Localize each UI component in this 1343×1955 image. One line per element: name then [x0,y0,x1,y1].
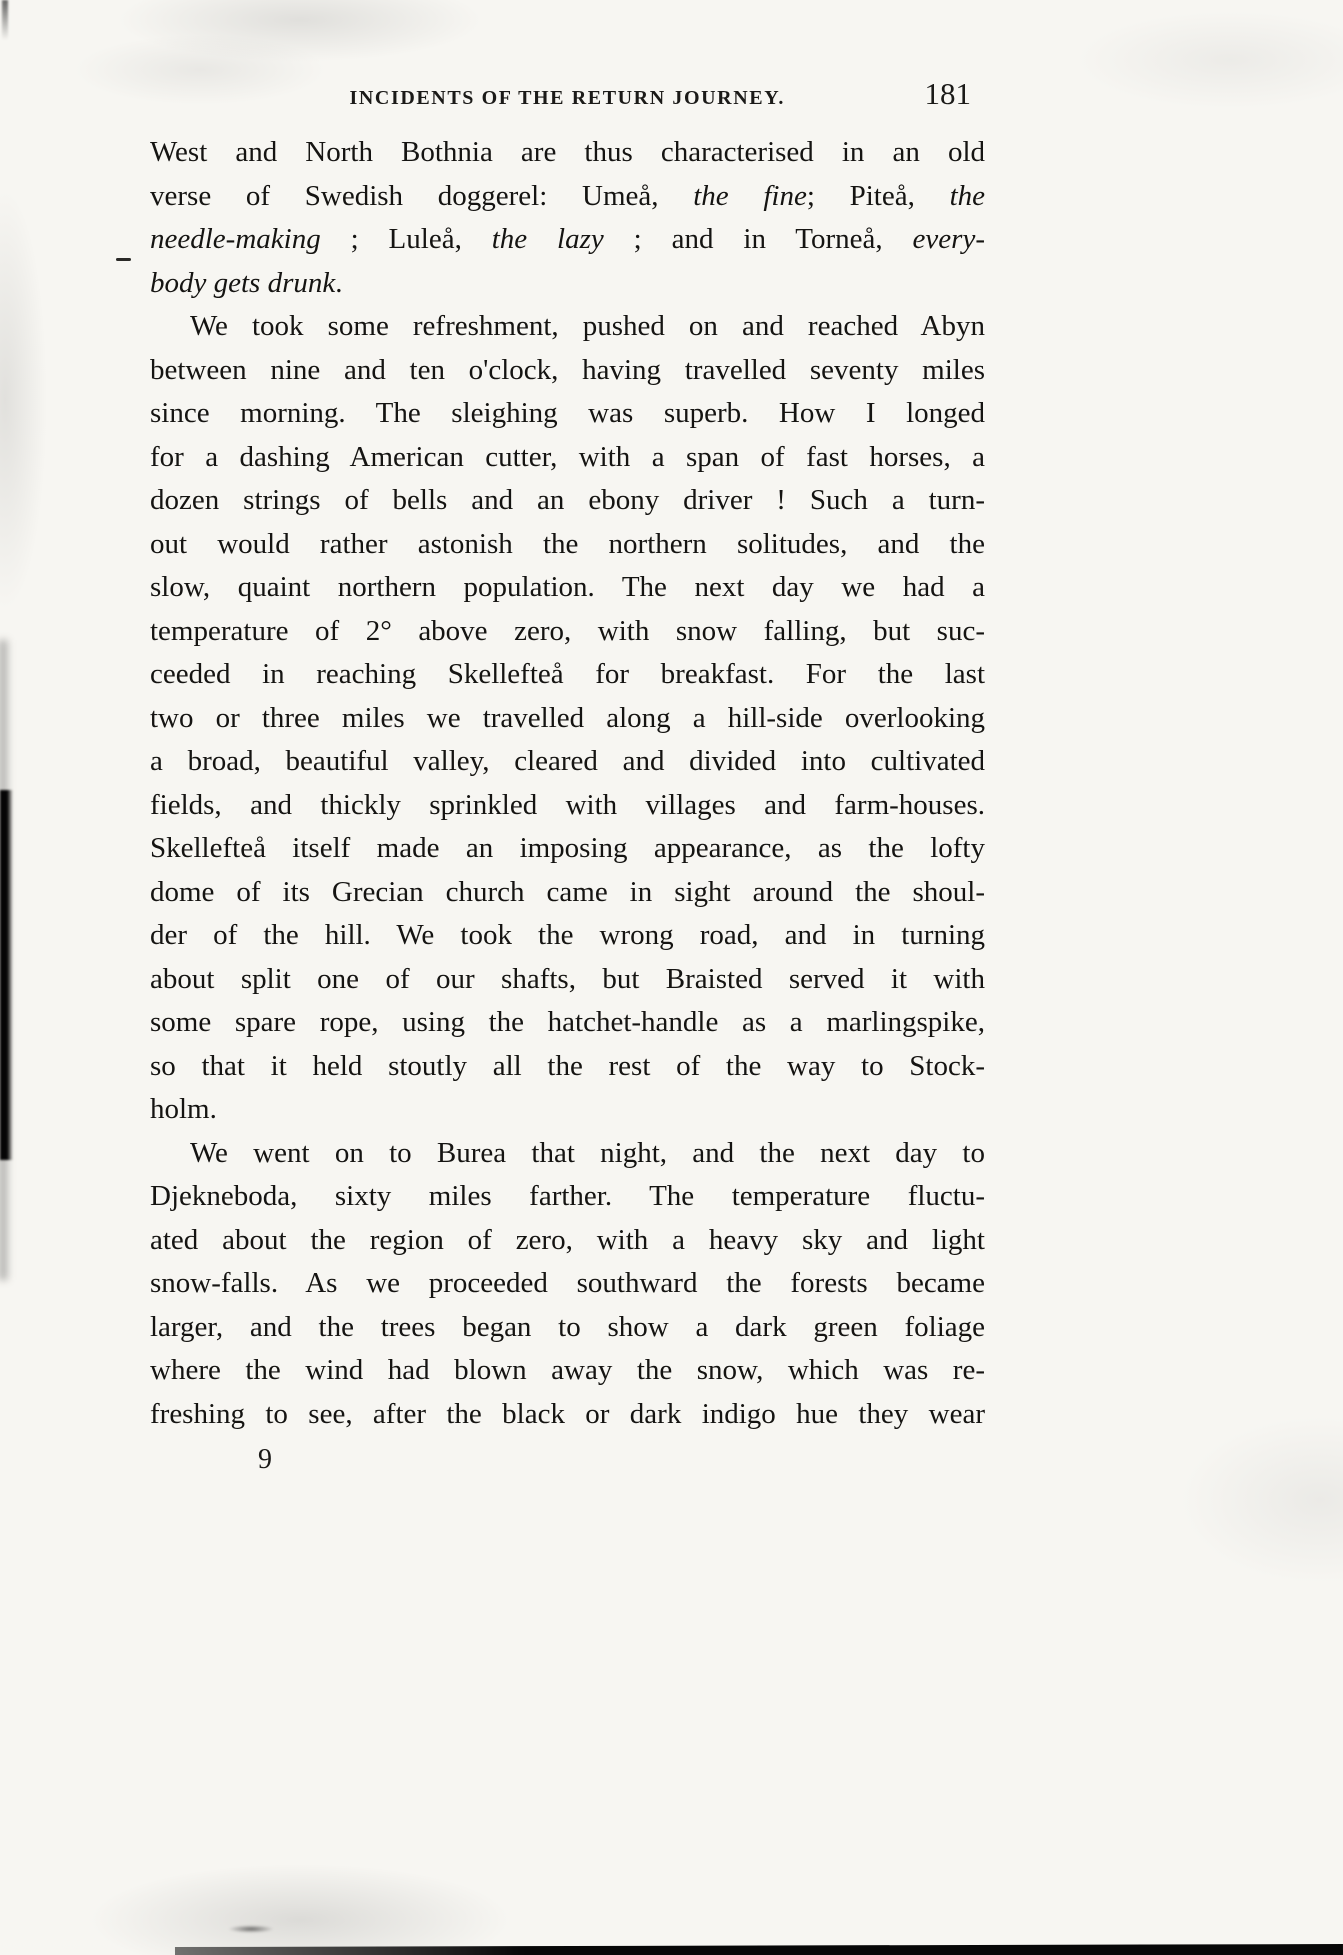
binding-shadow [0,790,13,1160]
text-line [150,436,985,480]
text-run: between nine and ten o'clock, having travelled seventy miles [150,353,985,386]
text-run: der of the hill. We took the wrong road, and in turning [150,919,985,951]
text-run: dome of its Grecian church came in sight around the shoul- [150,875,985,908]
text-line [150,349,985,393]
text-run: some spare rope, using the hatchet-handle as a marlingspike, [150,1006,985,1038]
scan-speckle [228,1925,274,1933]
text-line [150,1001,985,1045]
text-line [150,1349,985,1393]
text-run: larger, and the trees began to show a dark green foliage [150,1310,985,1343]
italic-run: every- [912,223,985,255]
text-line [150,566,985,610]
text-run: so that it held stoutly all the rest of the way to Stock- [150,1049,985,1082]
text-line [150,1262,985,1306]
running-title: INCIDENTS OF THE RETURN JOURNEY. [349,87,786,109]
text-line [150,1088,985,1132]
scan-bottom-edge [175,1944,1343,1955]
text-run: verse of Swedish doggerel: Umeå, [150,179,694,212]
text-run: freshing to see, after the black or dark indigo hue they wear [150,1397,985,1430]
text-run: We went on to Burea that night, and the next day to [190,1136,985,1169]
text-line [150,523,985,567]
italic-run: the fine [693,179,807,212]
page-number: 181 [924,76,971,111]
text-run: fields, and thickly sprinkled with villages and farm-houses. [150,788,985,821]
text-line [150,1045,985,1089]
text-line [150,131,985,175]
text-run: We took some refreshment, pushed on and reached Abyn [190,310,985,342]
text-run: two or three miles we travelled along a hill-side overlooking [150,701,985,734]
text-line [150,653,985,697]
text-line [150,479,985,523]
text-line [150,697,985,741]
text-line [150,914,985,958]
italic-run: needle-making [150,223,321,255]
text-run: temperature of 2° above zero, with snow falling, but suc- [150,614,985,647]
text-run: . [335,266,343,299]
text-run: out would rather astonish the northern solitudes, and the [150,527,985,560]
text-line [150,1393,985,1437]
text-line [150,218,985,262]
text-line [150,1132,985,1176]
text-line [150,1306,985,1350]
text-line [150,740,985,784]
text-line [150,392,985,436]
text-run: holm. [150,1093,217,1125]
text-run: ; and in Torneå, [603,223,913,255]
text-line [150,1219,985,1263]
text-run: for a dashing American cutter, with a span of fast horses, a [150,440,985,473]
text-line [150,610,985,654]
text-line [150,958,985,1002]
text-block [150,131,985,1436]
text-line [150,871,985,915]
text-line [150,262,985,306]
running-head [150,76,985,112]
italic-run: body gets drunk [150,266,336,299]
scan-edge-mark [2,0,8,40]
text-run: West and North Bothnia are thus characterised in an old [150,136,985,168]
scan-artifact-dash [116,258,131,261]
text-run: Djekneboda, sixty miles farther. The temperature fluctu- [150,1180,985,1212]
text-line [150,784,985,828]
text-run: snow-falls. As we proceeded southward the forests became [150,1267,985,1299]
text-run: ; Luleå, [320,223,492,255]
text-run: dozen strings of bells and an ebony driver ! Such a turn- [150,484,985,516]
text-line [150,175,985,219]
italic-run: the lazy [491,223,604,255]
text-line [150,827,985,871]
text-run: ated about the region of zero, with a heavy sky and light [150,1223,985,1256]
text-run: about split one of our shafts, but Braisted served it with [150,962,985,995]
text-line [150,1175,985,1219]
text-run: ; Piteå, [806,179,950,212]
text-run: ceeded in reaching Skellefteå for breakfast. For the last [150,658,985,690]
text-run: where the wind had blown away the snow, which was re- [150,1354,985,1386]
text-run: since morning. The sleighing was superb. How I longed [150,397,985,429]
text-run: Skellefteå itself made an imposing appearance, as the lofty [150,832,985,864]
text-run: a broad, beautiful valley, cleared and divided into cultivated [150,745,985,777]
signature-mark: 9 [258,1444,272,1475]
italic-run: the [949,179,985,212]
text-run: slow, quaint northern population. The next day we had a [150,571,985,603]
text-line [150,305,985,349]
